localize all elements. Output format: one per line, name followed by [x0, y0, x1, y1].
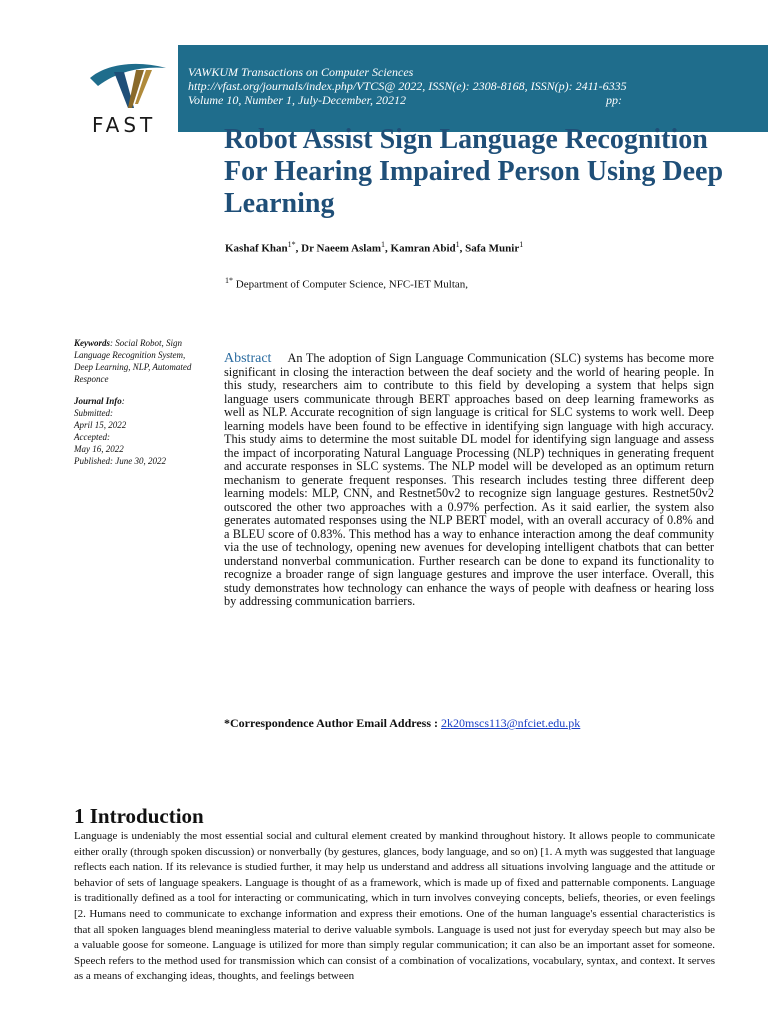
author-list [225, 240, 523, 255]
keywords-label: Keywords [74, 338, 110, 348]
accepted-label: Accepted: [74, 432, 110, 442]
journal-info-label: Journal Info [74, 396, 122, 406]
author-name: Kashaf Khan [225, 242, 288, 255]
correspondence [224, 716, 580, 731]
author-affiliation-mark: 1 [519, 240, 524, 249]
published-date: Published: June 30, 2022 [74, 456, 166, 466]
author-name: , Safa Munir [459, 242, 520, 255]
correspondence-label: *Correspondence Author Email Address : [224, 716, 442, 730]
page-range: pp: [606, 93, 622, 107]
journal-header-band [178, 45, 768, 132]
author-name: , Kamran Abid [385, 242, 456, 255]
fast-logo [86, 56, 176, 136]
accepted-date: May 16, 2022 [74, 444, 124, 454]
introduction-text: Language is undeniably the most essential social and cultural element created by mankind throughout history. It allows people to communicate either orally (through spoken discussion) or nonverbally (by gestures, glances, body language, and so on) [1. A myth was suggested that language reflects each nation. If its relevance is studied further, it may help us understand and address all situations involving language and the attitude or behavior of sets of language speakers. Language is thought of as a framework, which is made up of fixed and patternable components. Language is traditionally defined as a tool for interacting or communicating, which in turn involves conveying concepts, beliefs, theories, or even feelings [2. Humans need to communicate to exchange information and express their emotions. One of the human language's essential characteristics is that all spoken languages blend meaningless material to derive valuable symbols. Language is used not just for everyday speech but may also be a valuable goose for someone. Language is utilized for more than simply regular communication; it can also be an important asset for someone. Speech refers to the method used for transmission which can consist of a combination of vocalizations, vocabulary, syntax, and context. It serves as a means of exchanging ideas, thoughts, and feelings between [74, 830, 715, 983]
article-sidebar [74, 337, 192, 467]
journal-name: VAWKUM Transactions on Computer Sciences [188, 65, 414, 79]
journal-info-block [74, 395, 192, 467]
section-heading-introduction: 1 Introduction [74, 804, 204, 828]
correspondence-email-link[interactable]: 2k20mscs113@nfciet.edu.pk [441, 716, 581, 730]
affiliation-mark: 1* [225, 276, 233, 285]
logo-text: FAST [92, 113, 157, 136]
author-name: , Dr Naeem Aslam [295, 242, 382, 255]
submitted-label: Submitted: [74, 408, 113, 418]
submitted-date: April 15, 2022 [74, 420, 127, 430]
author-affiliation [225, 276, 468, 291]
abstract-text: An The adoption of Sign Language Communication (SLC) systems has become more significant in closing the interaction between the deaf society and the world of hearing people. In this study, researchers aim to contribute to this field by developing a system that helps sign language users communicate through BERT approaches based on deep learning frameworks as well as NLP. Accurate recognition of sign language is critical for SLC systems to work well. Deep learning models have been found to be effective in identifying sign language with high accuracy. This study aims to determine the most suitable DL model for identifying sign language and assess the impact of incorporating Natural Language Processing (NLP) techniques in generating frequent and accurate responses in SLC systems. The NLP model will be developed as an optimum return mechanism to generate frequent responses. This research includes testing three different deep learning models: MLP, CNN, and Restnet50v2 to recognize sign language gestures. Restnet50v2 outscored the other two approaches with a 0.97% perfection. As it said earlier, the system also generates automated responses using the NLP BERT model, with an overall accuracy of 0.8% and a BLEU score of 0.83%. This method has a way to enhance interaction among the deaf community via the use of technology, opening new avenues for developing intelligent chatbots that can better understand nonverbal communication. Further research can be done to expand its functionality to recognize a broader range of sign language gestures and improve the user interface. Overall, this study demonstrates how technology can enhance the ways of people with deafness or hearing loss by addressing communication barriers. [224, 351, 714, 608]
abstract-label: Abstract [224, 351, 272, 366]
author-affiliation-mark: 1 [455, 240, 460, 249]
journal-volume: Volume 10, Number 1, July-December, 20212 [188, 93, 406, 107]
journal-header-text [188, 65, 758, 107]
author-affiliation-mark: 1 [381, 240, 386, 249]
affiliation-text: Department of Computer Science, NFC-IET Multan, [235, 278, 469, 291]
keywords-text: : Social Robot, Sign Language Recognition System, Deep Learning, NLP, Automated Responce [74, 338, 192, 384]
abstract [224, 352, 714, 609]
keywords-block [74, 337, 192, 385]
paper-title: Robot Assist Sign Language Recognition For Hearing Impaired Person Using Deep Learning [224, 124, 724, 219]
author-affiliation-mark: 1* [287, 240, 296, 249]
journal-info-colon: : [121, 396, 125, 406]
journal-url-issn: http://vfast.org/journals/index.php/VTCS@ 2022, ISSN(e): 2308-8168, ISSN(p): 2411-6335 [188, 79, 627, 93]
